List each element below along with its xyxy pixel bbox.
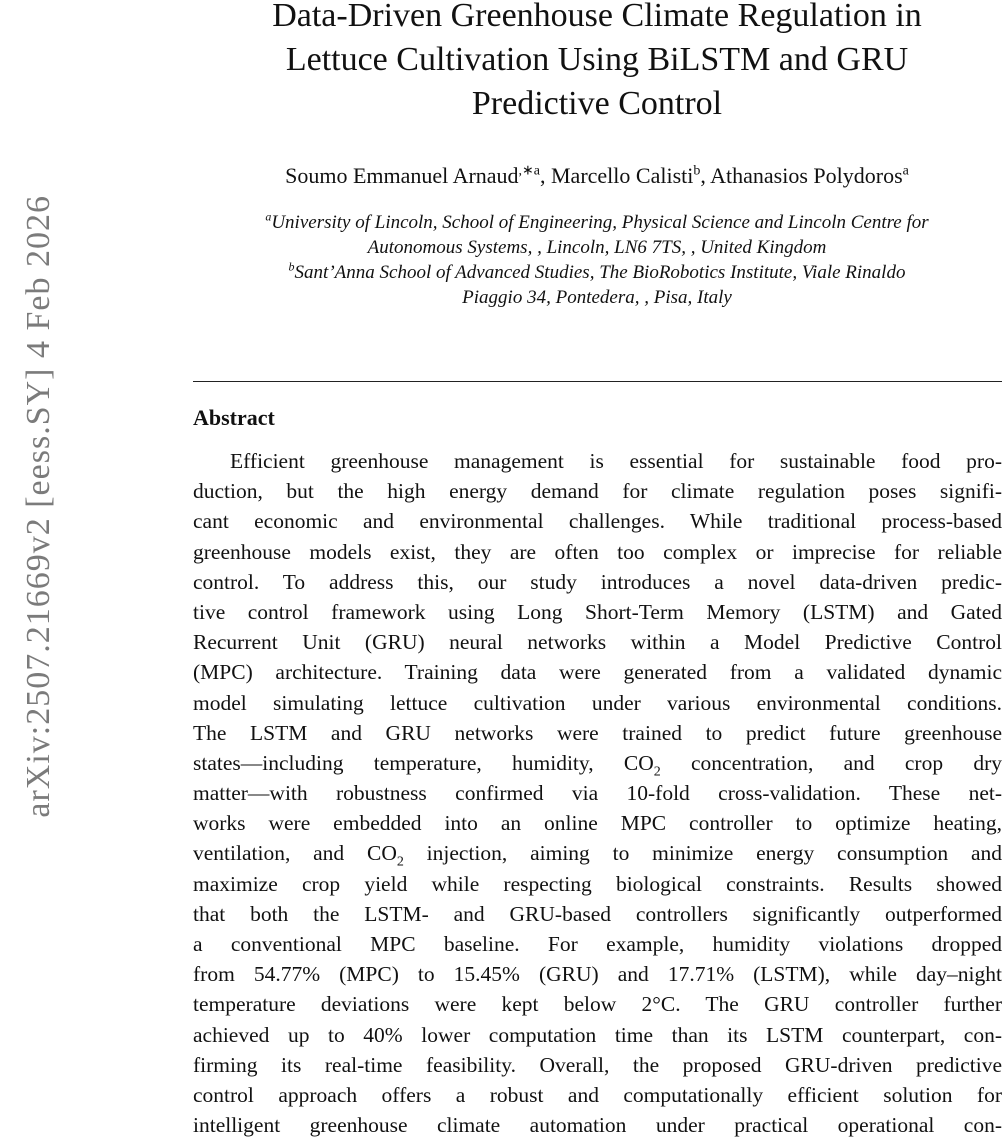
author-affiliation-mark: a [902,163,909,179]
affiliation-line: Sant’Anna School of Advanced Studies, The BioRobotics Institute, Viale Rinaldo [294,262,906,283]
abstract-line: firming its real-time feasibility. Overall, the proposed GRU-driven predictive [193,1052,1002,1077]
paper-title [193,0,1001,126]
author-name: Athanasios Polydoros [710,163,903,188]
title-line: Data-Driven Greenhouse Climate Regulation in [272,0,922,34]
affiliation-b [193,260,1001,310]
abstract-line: model simulating lettuce cultivation under various environmental conditions. [193,690,1002,715]
arxiv-identifier: arXiv:2507.21669v2 [eess.SY] 4 Feb 2026 [20,195,57,818]
affiliation-line: Piaggio 34, Pontedera, , Pisa, Italy [462,287,732,308]
affiliation-line: University of Lincoln, School of Engineering, Physical Science and Lincoln Centre for [271,212,929,233]
abstract-line: from 54.77% (MPC) to 15.45% (GRU) and 17.71% (LSTM), while day–night [193,962,1002,987]
abstract-line: control. To address this, our study introduces a novel data-driven predic- [193,569,1002,594]
title-line: Predictive Control [471,85,723,122]
abstract-line: intelligent greenhouse climate automation under practical operational con- [193,1113,1002,1138]
title-line: Lettuce Cultivation Using BiLSTM and GRU [285,41,909,78]
abstract-line: achieved up to 40% lower computation time than its LSTM counterpart, con- [193,1022,1002,1047]
abstract-line: The LSTM and GRU networks were trained to predict future greenhouse [193,720,1002,745]
author-name: Marcello Calisti [551,163,694,188]
abstract-line: maximize crop yield while respecting biological constraints. Results showed [193,871,1002,896]
abstract-line: temperature deviations were kept below 2°C. The GRU controller further [193,992,1002,1017]
abstract-heading: Abstract [193,405,275,430]
abstract-line: ventilation, and $CO_2$ injection, aiming to minimize energy consumption and [193,841,1002,870]
abstract-body [193,446,1002,1140]
abstract-line: tive control framework using Long Short-Term Memory (LSTM) and Gated [193,599,1002,624]
subscript: 2 [653,764,661,780]
abstract-line: control approach offers a robust and computationally efficient solution for [193,1082,1002,1107]
abstract-line: a conventional MPC baseline. For example, humidity violations dropped [193,932,1002,956]
abstract-line: that both the LSTM- and GRU-based controllers significantly outperformed [193,901,1002,926]
arxiv-side-stamp [0,0,57,818]
affiliation-mark: a [265,209,272,224]
section-divider [193,381,1002,382]
abstract-line: (MPC) architecture. Training data were generated from a validated dynamic [193,660,1002,685]
abstract-line: matter—with robustness confirmed via 10-fold cross-validation. These net- [193,781,1002,806]
abstract-line: states—including temperature, humidity, $CO_2$ concentration, and crop dry [193,750,1002,780]
abstract-line: greenhouse models exist, they are often too complex or imprecise for reliable [193,539,1002,564]
abstract-line: works were embedded into an online MPC controller to optimize heating, [193,811,1002,836]
affiliation-line: Autonomous Systems, , Lincoln, LN6 7TS, , United Kingdom [367,237,827,258]
abstract-line: duction, but the high energy demand for climate regulation poses signifi- [193,479,1002,504]
affiliation-a [193,210,1001,260]
author-list [193,162,1001,190]
author-separator: , [700,163,711,188]
abstract-line: cant economic and environmental challenges. While traditional process-based [193,509,1002,534]
affiliation-list [193,210,1001,310]
author-affiliation-mark: ,∗a [518,163,540,179]
author-separator: , [540,163,551,188]
subscript: 2 [396,854,404,870]
abstract-line: Recurrent Unit (GRU) neural networks within a Model Predictive Control [193,630,1002,655]
author-affiliation-mark: b [693,163,701,179]
affiliation-mark: b [288,259,295,274]
abstract-line: Efficient greenhouse management is essential for sustainable food pro- [230,449,1002,473]
author-name: Soumo Emmanuel Arnaud [285,163,519,188]
